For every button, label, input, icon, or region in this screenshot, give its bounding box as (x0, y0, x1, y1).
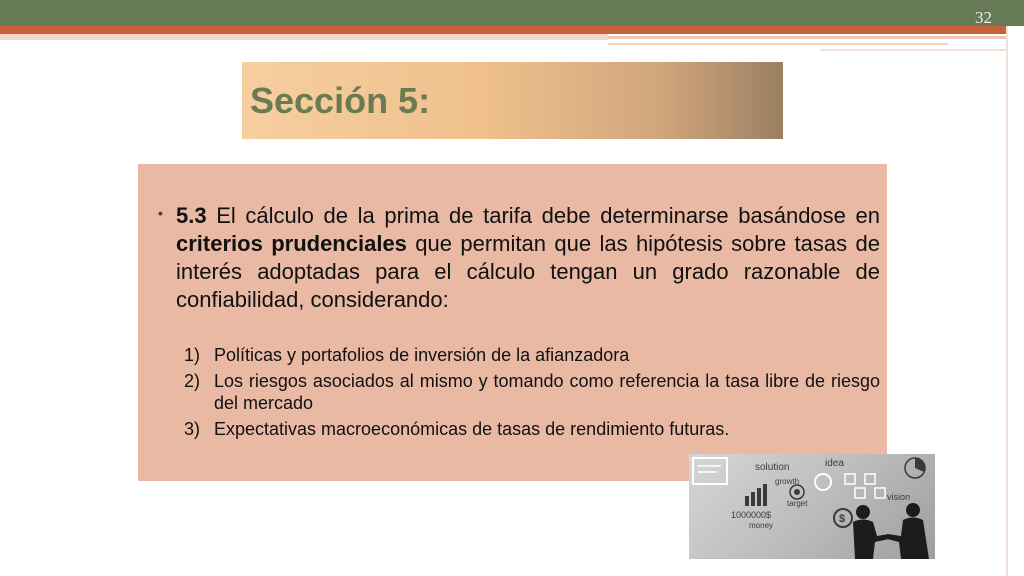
lightbulb-sketch-icon (815, 474, 831, 490)
list-marker: 2) (184, 371, 201, 391)
handshake-silhouette-icon (853, 503, 929, 559)
title-banner (242, 62, 783, 139)
slide-number: 32 (975, 8, 992, 27)
photo-word: 1000000$ (731, 510, 772, 520)
right-edge-border (1006, 26, 1024, 576)
list-item-text: Expectativas macroeconómicas de tasas de rendimiento futuras. (214, 419, 730, 439)
photo-word: $ (839, 513, 846, 525)
list-item (184, 370, 880, 414)
content-box (138, 164, 887, 481)
bullet-icon: • (158, 205, 163, 221)
intro-text-part-1: El cálculo de la prima de tarifa debe determinarse basándose en (206, 203, 880, 228)
top-light-stripe (0, 34, 608, 40)
photo-word: money (749, 521, 774, 530)
slide-title: Sección 5: (250, 80, 431, 121)
photo-illustration (689, 454, 935, 559)
section-number: 5.3 (176, 203, 207, 228)
photo-word: target (787, 499, 808, 508)
photo-word: solution (755, 462, 790, 473)
list-item (184, 418, 880, 440)
list-marker: 3) (184, 419, 201, 439)
decorative-line (608, 36, 1024, 39)
bullet-paragraph (158, 202, 880, 314)
photo-word: idea (825, 458, 844, 469)
photo-word: growth (775, 477, 800, 486)
list-marker: 1) (184, 345, 201, 365)
top-bar (0, 0, 1024, 26)
numbered-list (184, 344, 880, 444)
top-accent-stripe (0, 26, 1024, 34)
intro-bold-phrase: criterios prudenciales (176, 231, 407, 256)
bullet-text (176, 202, 880, 314)
decorative-line (608, 43, 948, 45)
decorative-line (820, 49, 1024, 51)
window-sketch-icon (693, 458, 727, 484)
intro-text-part-2: que permitan que las hipótesis sobre tasas de interés adoptadas para el cálculo tengan un grado razonable de confiabilidad, considerando: (176, 231, 880, 312)
business-sketch-photo (689, 454, 935, 559)
list-item-text: Políticas y portafolios de inversión de la afianzadora (214, 345, 630, 365)
photo-word: vision (887, 492, 911, 502)
list-item (184, 344, 880, 366)
list-item-text: Los riesgos asociados al mismo y tomando como referencia la tasa libre de riesgo del mercado (214, 371, 880, 413)
